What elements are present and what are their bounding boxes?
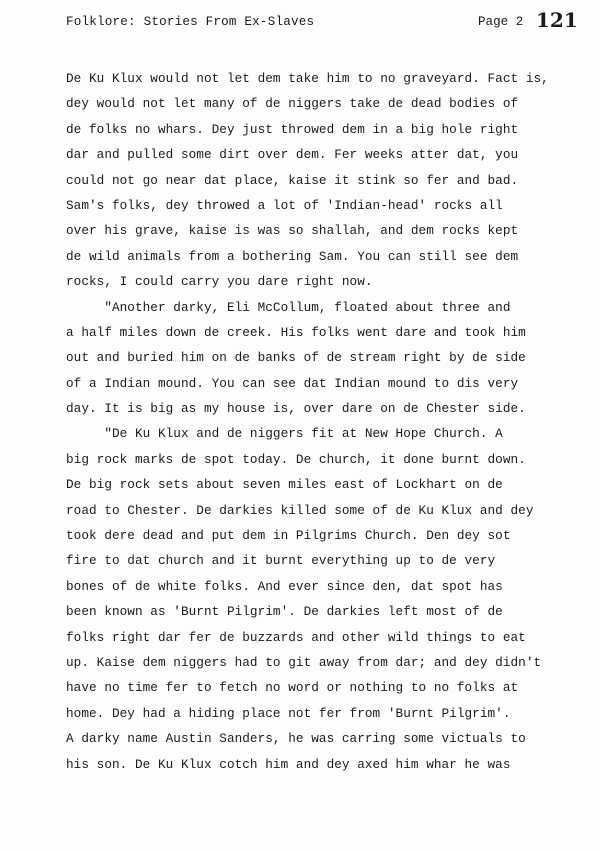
text-line: folks right dar fer de buzzards and other wild things to eat — [66, 629, 526, 645]
text-line: de folks no whars. Dey just throwed dem in a big hole right — [66, 121, 519, 137]
text-line: fire to dat church and it burnt everything up to de very — [66, 553, 496, 569]
text-line: have no time fer to fetch no word or nothing to no folks at — [66, 680, 519, 696]
text-line: up. Kaise dem niggers had to git away from dar; and dey didn't — [66, 654, 542, 670]
text-line: out and buried him on de banks of de stream right by de side — [66, 350, 526, 366]
text-line: a half miles down de creek. His folks went dare and took him — [66, 324, 526, 340]
text-line: De big rock sets about seven miles east of Lockhart on de — [66, 477, 503, 493]
text-line: been known as 'Burnt Pilgrim'. De darkies left most of de — [66, 604, 503, 620]
text-line: dey would not let many of de niggers take de dead bodies of — [66, 96, 519, 112]
text-line: day. It is big as my house is, over dare on de Chester side. — [66, 401, 526, 417]
header-page-number: 121 — [536, 8, 578, 32]
text-line: de wild animals from a bothering Sam. You can still see dem — [66, 248, 519, 264]
text-line: bones of de white folks. And ever since den, dat spot has — [66, 578, 503, 594]
text-line: "De Ku Klux and de niggers fit at New Hope Church. A — [66, 426, 503, 442]
body-text — [66, 66, 596, 777]
text-line: could not go near dat place, kaise it stink so fer and bad. — [66, 172, 519, 188]
text-line: De Ku Klux would not let dem take him to no graveyard. Fact is, — [66, 71, 549, 86]
text-line: big rock marks de spot today. De church, it done burnt down. — [66, 451, 526, 467]
text-line: of a Indian mound. You can see dat Indian mound to dis very — [66, 375, 519, 391]
text-line: dar and pulled some dirt over dem. Fer weeks atter dat, you — [66, 147, 519, 163]
header-page-label: Page 2 — [478, 15, 524, 29]
text-line: took dere dead and put dem in Pilgrims Church. Den dey sot — [66, 528, 511, 544]
text-line: home. Dey had a hiding place not fer from 'Burnt Pilgrim'. — [66, 705, 511, 721]
text-line: "Another darky, Eli McCollum, floated about three and — [66, 299, 511, 315]
text-line: his son. De Ku Klux cotch him and dey axed him whar he was — [66, 756, 511, 772]
text-line: road to Chester. De darkies killed some of de Ku Klux and dey — [66, 502, 534, 518]
text-line: A darky name Austin Sanders, he was carring some victuals to — [66, 731, 526, 747]
page-header — [66, 8, 591, 42]
text-line: Sam's folks, dey throwed a lot of 'Indian-head' rocks all — [66, 197, 503, 213]
header-title: Folklore: Stories From Ex-Slaves — [66, 15, 315, 29]
text-line: rocks, I could carry you dare right now. — [66, 274, 373, 290]
text-line: over his grave, kaise is was so shallah, and dem rocks kept — [66, 223, 519, 239]
